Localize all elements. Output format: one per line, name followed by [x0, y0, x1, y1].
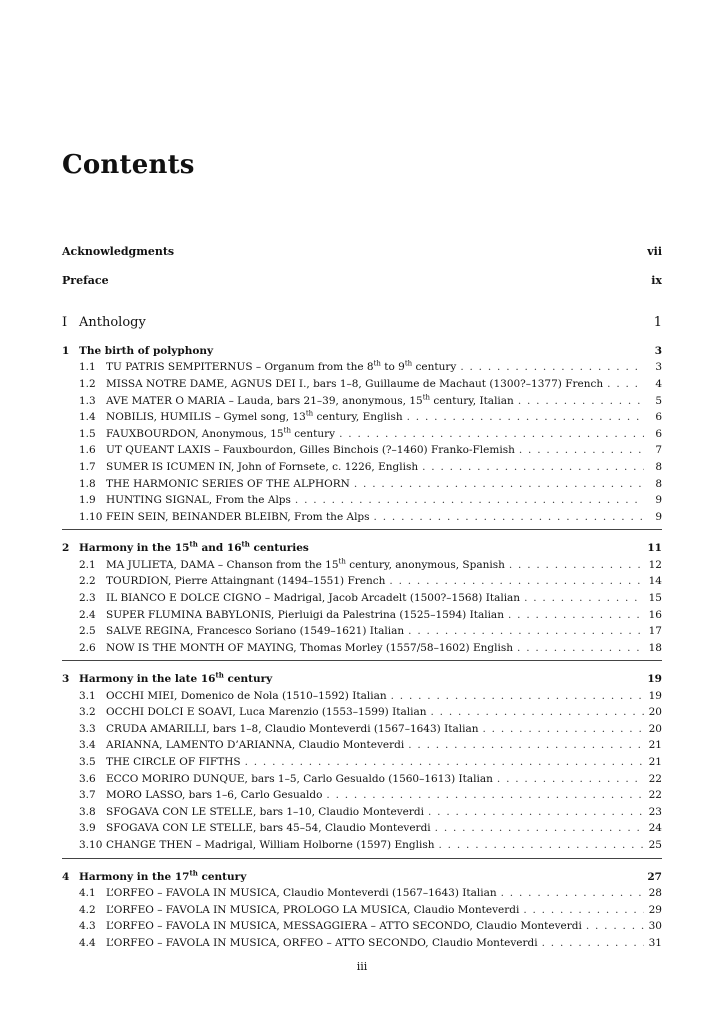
entry-title: TU PATRIS SEMPITERNUS – Organum from the 8th to 9th century [106, 359, 457, 374]
dot-leader [339, 426, 644, 443]
entry-title: MISSA NOTRE DAME, AGNUS DEI I., bars 1–8, Guillaume de Machaut (1300?–1377) French [106, 377, 604, 390]
dot-leader [430, 704, 644, 721]
entry-title: FEIN SEIN, BEINANDER BLEIBN, From the Alps [106, 510, 370, 523]
entry-number: 3.3 [79, 722, 96, 735]
toc-entry[interactable] [62, 688, 662, 705]
entry-title: MA JULIETA, DAMA – Chanson from the 15th century, anonymous, Spanish [106, 557, 505, 571]
toc-entry[interactable] [62, 573, 662, 590]
toc-entry[interactable] [62, 492, 662, 509]
entry-title: TOURDION, Pierre Attaingnant (1494–1551) French [106, 575, 386, 588]
entry-title: HUNTING SIGNAL, From the Alps [106, 494, 291, 507]
dot-leader [517, 640, 644, 657]
dot-leader [326, 787, 644, 804]
chapter-heading[interactable] [62, 540, 662, 556]
toc-entry[interactable] [62, 885, 662, 902]
entry-page: 6 [655, 411, 662, 424]
entry-page: 4 [655, 377, 662, 390]
entry-title: ARIANNA, LAMENTO D’ARIANNA, Claudio Monteverdi [106, 739, 405, 752]
toc-entry[interactable] [62, 935, 662, 952]
chapter-heading[interactable] [62, 671, 662, 687]
toc-front-acknowledgments[interactable] [62, 245, 662, 258]
chapter-divider [62, 529, 662, 530]
dot-leader [524, 590, 644, 607]
entry-page: 7 [655, 444, 662, 457]
front-label: Acknowledgments [62, 245, 175, 258]
dot-leader [482, 721, 644, 738]
chapter-page: 27 [647, 870, 662, 883]
entry-title: OCCHI MIEI, Domenico de Nola (1510–1592) Italian [106, 689, 387, 702]
entry-number: 4.2 [79, 903, 96, 916]
entry-number: 3.4 [79, 739, 96, 752]
dot-leader [389, 573, 644, 590]
entry-page: 9 [655, 510, 662, 523]
chapter-4 [62, 869, 662, 952]
entry-page: 22 [648, 772, 662, 785]
entry-number: 1.1 [79, 361, 96, 374]
entry-title: IL BIANCO E DOLCE CIGNO – Madrigal, Jacob Arcadelt (1500?–1568) Italian [106, 591, 521, 604]
toc-entry[interactable] [62, 820, 662, 837]
entry-title: ECCO MORIRO DUNQUE, bars 1–5, Carlo Gesualdo (1560–1613) Italian [106, 772, 493, 785]
entry-title: UT QUEANT LAXIS – Fauxbourdon, Gilles Binchois (?–1460) Franko-Flemish [106, 444, 515, 457]
dot-leader [607, 376, 644, 393]
entry-number: 1.4 [79, 411, 96, 424]
entry-title: SUMER IS ICUMEN IN, John of Fornsete, c. 1226, English [106, 460, 419, 473]
entry-page: 20 [648, 722, 662, 735]
page-title: Contents [62, 150, 195, 180]
entry-title: SALVE REGINA, Francesco Soriano (1549–1621) Italian [106, 625, 405, 638]
dot-leader [460, 359, 644, 376]
dot-leader [428, 804, 644, 821]
entry-number: 1.10 [79, 510, 103, 523]
entry-number: 4.3 [79, 920, 96, 933]
toc-front-preface[interactable] [62, 274, 662, 287]
entry-title: THE HARMONIC SERIES OF THE ALPHORN [106, 477, 350, 490]
entry-title: L’ORFEO – FAVOLA IN MUSICA, MESSAGGIERA – ATTO SECONDO, Claudio Monteverdi [106, 920, 582, 933]
chapter-page: 19 [647, 673, 662, 686]
chapter-title: Harmony in the 17th century [79, 868, 247, 883]
entry-number: 3.6 [79, 772, 96, 785]
chapter-list [62, 343, 662, 961]
entry-number: 3.10 [79, 839, 103, 852]
entry-page: 15 [648, 591, 662, 604]
entry-title: THE CIRCLE OF FIFTHS [106, 756, 241, 769]
entry-title: CRUDA AMARILLI, bars 1–8, Claudio Monteverdi (1567–1643) Italian [106, 722, 479, 735]
entry-number: 3.8 [79, 805, 96, 818]
entry-number: 2.3 [79, 591, 96, 604]
entry-page: 8 [655, 477, 662, 490]
dot-leader [497, 771, 644, 788]
toc-entry[interactable] [62, 787, 662, 804]
chapter-3 [62, 671, 662, 858]
dot-leader [519, 442, 644, 459]
toc-entry[interactable] [62, 607, 662, 624]
entry-title: NOBILIS, HUMILIS – Gymel song, 13th century, English [106, 409, 403, 424]
dot-leader [391, 688, 644, 705]
chapter-heading[interactable] [62, 343, 662, 359]
toc-entry[interactable] [62, 459, 662, 476]
entry-page: 21 [648, 739, 662, 752]
dot-leader [408, 623, 644, 640]
dot-leader [435, 820, 644, 837]
entry-page: 6 [655, 427, 662, 440]
part-number: I [62, 315, 68, 330]
chapter-title: Harmony in the 15th and 16th centuries [79, 539, 309, 555]
entry-number: 2.5 [79, 625, 96, 638]
entry-page: 16 [648, 608, 662, 621]
entry-title: MORO LASSO, bars 1–6, Carlo Gesualdo [106, 789, 323, 802]
entry-page: 23 [648, 805, 662, 818]
entry-number: 1.3 [79, 394, 96, 407]
entry-page: 20 [648, 706, 662, 719]
entry-title: SFOGAVA CON LE STELLE, bars 1–10, Claudio Monteverdi [106, 805, 424, 818]
entry-number: 3.7 [79, 789, 96, 802]
toc-entry[interactable] [62, 704, 662, 721]
toc-entry[interactable] [62, 837, 662, 854]
chapter-divider [62, 660, 662, 661]
front-label: Preface [62, 274, 109, 287]
entry-number: 1.6 [79, 444, 96, 457]
toc-entry[interactable] [62, 509, 662, 526]
entry-page: 31 [648, 936, 662, 949]
toc-entry[interactable] [62, 804, 662, 821]
page-number: iii [356, 960, 368, 973]
entry-title: SFOGAVA CON LE STELLE, bars 45–54, Claudio Monteverdi [106, 822, 431, 835]
entry-page: 3 [655, 361, 662, 374]
entry-page: 22 [648, 789, 662, 802]
dot-leader [408, 737, 644, 754]
chapter-title: The birth of polyphony [79, 345, 214, 357]
dot-leader [439, 837, 645, 854]
entry-page: 18 [648, 641, 662, 654]
entry-title: FAUXBOURDON, Anonymous, 15th century [106, 426, 336, 440]
entry-page: 21 [648, 756, 662, 769]
dot-leader [354, 476, 644, 493]
dot-leader [245, 754, 644, 771]
part-page: 1 [653, 315, 662, 330]
toc-entry[interactable] [62, 359, 662, 376]
dot-leader [542, 935, 644, 952]
chapter-divider [62, 858, 662, 859]
entry-page: 25 [648, 839, 662, 852]
entry-number: 1.9 [79, 494, 96, 507]
entry-title: OCCHI DOLCI E SOAVI, Luca Marenzio (1553–1599) Italian [106, 706, 427, 719]
entry-number: 2.4 [79, 608, 96, 621]
entry-page: 8 [655, 460, 662, 473]
entry-page: 29 [648, 903, 662, 916]
entry-title: NOW IS THE MONTH OF MAYING, Thomas Morley (1557/58–1602) English [106, 641, 514, 654]
dot-leader [523, 902, 644, 919]
toc-entry[interactable] [62, 476, 662, 493]
entry-page: 9 [655, 494, 662, 507]
entry-number: 2.6 [79, 641, 96, 654]
entry-page: 28 [648, 887, 662, 899]
chapter-page: 11 [647, 542, 662, 555]
entry-number: 2.2 [79, 575, 96, 588]
dot-leader [509, 557, 644, 574]
toc-entry[interactable] [62, 557, 662, 574]
toc-entry[interactable] [62, 640, 662, 657]
entry-title: L’ORFEO – FAVOLA IN MUSICA, ORFEO – ATTO SECONDO, Claudio Monteverdi [106, 936, 538, 949]
entry-number: 1.5 [79, 427, 96, 440]
entry-page: 24 [648, 822, 662, 835]
toc-entry[interactable] [62, 590, 662, 607]
toc-entry[interactable] [62, 442, 662, 459]
dot-leader [508, 607, 644, 624]
entry-number: 4.4 [79, 936, 96, 949]
chapter-number: 1 [62, 345, 70, 357]
entry-page: 17 [648, 625, 662, 638]
entry-number: 4.1 [79, 887, 96, 899]
toc-entry[interactable] [62, 376, 662, 393]
entry-page: 5 [655, 394, 662, 407]
entry-number: 3.9 [79, 822, 96, 835]
toc-part[interactable] [62, 315, 662, 330]
entry-number: 1.2 [79, 377, 96, 390]
toc-entry[interactable] [62, 426, 662, 443]
toc-entry[interactable] [62, 771, 662, 788]
dot-leader [295, 492, 644, 509]
toc-entry[interactable] [62, 393, 662, 410]
toc-entry[interactable] [62, 409, 662, 426]
entry-page: 14 [648, 575, 662, 588]
toc-entry[interactable] [62, 721, 662, 738]
entry-number: 2.1 [79, 558, 96, 571]
dot-leader [501, 885, 644, 902]
toc-entry[interactable] [62, 918, 662, 935]
entry-number: 3.5 [79, 756, 96, 769]
entry-title: L’ORFEO – FAVOLA IN MUSICA, Claudio Monteverdi (1567–1643) Italian [106, 887, 497, 899]
chapter-number: 2 [62, 542, 70, 555]
chapter-number: 3 [62, 673, 70, 686]
entry-number: 1.8 [79, 477, 96, 490]
entry-title: AVE MATER O MARIA – Lauda, bars 21–39, anonymous, 15th century, Italian [106, 393, 514, 407]
chapter-2 [62, 540, 662, 661]
toc-entry[interactable] [62, 737, 662, 754]
chapter-page: 3 [654, 345, 662, 357]
chapter-title: Harmony in the late 16th century [79, 670, 273, 686]
entry-page: 19 [648, 689, 662, 702]
toc-entry[interactable] [62, 902, 662, 919]
entry-title: SUPER FLUMINA BABYLONIS, Pierluigi da Palestrina (1525–1594) Italian [106, 608, 504, 621]
chapter-number: 4 [62, 870, 70, 883]
dot-leader [518, 393, 644, 410]
entry-page: 30 [648, 920, 662, 933]
front-page: ix [651, 274, 662, 287]
entry-title: L’ORFEO – FAVOLA IN MUSICA, PROLOGO LA MUSICA, Claudio Monteverdi [106, 903, 520, 916]
part-label: Anthology [79, 315, 146, 330]
entry-page: 12 [648, 558, 662, 571]
dot-leader [586, 918, 644, 935]
toc-entry[interactable] [62, 623, 662, 640]
toc-entry[interactable] [62, 754, 662, 771]
chapter-heading[interactable] [62, 869, 662, 885]
dot-leader [374, 509, 644, 526]
front-page: vii [647, 245, 662, 258]
chapter-1 [62, 343, 662, 530]
dot-leader [407, 409, 644, 426]
dot-leader [422, 459, 644, 476]
entry-title: CHANGE THEN – Madrigal, William Holborne (1597) English [106, 839, 435, 852]
entry-number: 1.7 [79, 460, 96, 473]
entry-number: 3.1 [79, 689, 96, 702]
entry-number: 3.2 [79, 706, 96, 719]
